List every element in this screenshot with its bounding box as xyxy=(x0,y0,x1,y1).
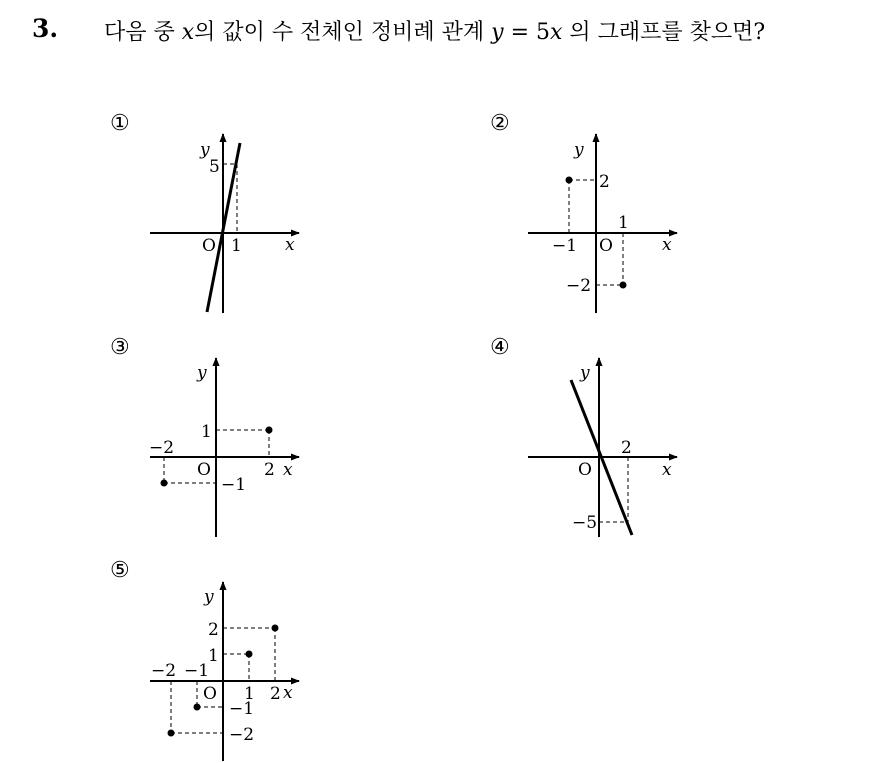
question-text-part: 의 값이 수 전체인 정비례 관계 xyxy=(194,20,492,45)
axis-label-y: y xyxy=(204,587,214,607)
tick-label: 1 xyxy=(244,684,255,704)
data-point xyxy=(566,177,573,184)
data-point xyxy=(194,704,201,711)
tick-label: −1 xyxy=(221,475,247,495)
tick-label: −5 xyxy=(572,513,598,533)
choice-marker-4: ④ xyxy=(490,335,510,360)
question-var-y: y xyxy=(491,20,504,45)
origin-label: O xyxy=(202,236,216,256)
data-point xyxy=(246,651,253,658)
tick-label: 1 xyxy=(231,236,242,256)
question-text-part: = 5 xyxy=(503,20,551,45)
axis-label-x: x xyxy=(662,460,672,480)
question-text-part: 다음 중 xyxy=(104,20,182,45)
choice-marker-5: ⑤ xyxy=(110,558,130,583)
tick-label: −2 xyxy=(566,276,592,296)
tick-label: 1 xyxy=(618,213,629,233)
data-point xyxy=(272,625,279,632)
tick-label: −1 xyxy=(229,699,255,719)
axis-label-x: x xyxy=(283,683,293,703)
choice-3[interactable] xyxy=(110,335,299,537)
question-var-x: x xyxy=(550,20,563,45)
choice-2[interactable] xyxy=(490,111,677,313)
origin-label: O xyxy=(599,236,613,256)
axis-label-y: y xyxy=(200,140,210,160)
tick-label: 2 xyxy=(270,684,281,704)
axis-label-x: x xyxy=(285,235,295,255)
origin-label: O xyxy=(197,460,211,480)
choice-4[interactable] xyxy=(490,335,677,537)
axis-label-y: y xyxy=(580,363,590,383)
tick-label: 1 xyxy=(208,646,219,666)
tick-label: 5 xyxy=(209,157,220,177)
data-point xyxy=(620,282,627,289)
question-var-x: x xyxy=(181,20,195,45)
tick-label: −2 xyxy=(151,661,177,681)
question-number: 3. xyxy=(32,14,59,43)
axis-label-y: y xyxy=(574,140,584,160)
tick-label: −2 xyxy=(229,725,255,745)
data-point xyxy=(168,730,175,737)
axis-label-x: x xyxy=(662,235,672,255)
axis-label-x: x xyxy=(283,460,293,480)
origin-label: O xyxy=(203,684,217,704)
tick-label: −1 xyxy=(184,661,210,681)
data-point xyxy=(161,480,168,487)
choice-marker-3: ③ xyxy=(110,335,130,360)
tick-label: 1 xyxy=(201,422,212,442)
tick-label: 2 xyxy=(264,460,275,480)
axis-label-y: y xyxy=(197,363,207,383)
choice-5[interactable] xyxy=(110,558,299,761)
tick-label: −2 xyxy=(149,438,175,458)
choice-marker-1: ① xyxy=(110,111,130,136)
choice-marker-2: ② xyxy=(490,111,510,136)
question-text-part: 의 그래프를 찾으면? xyxy=(562,20,766,45)
tick-label: 2 xyxy=(621,438,632,458)
origin-label: O xyxy=(578,460,592,480)
tick-label: 2 xyxy=(599,172,610,192)
tick-label: −1 xyxy=(552,236,578,256)
choice-1[interactable] xyxy=(110,111,299,313)
data-point xyxy=(266,427,273,434)
tick-label: 2 xyxy=(208,620,219,640)
